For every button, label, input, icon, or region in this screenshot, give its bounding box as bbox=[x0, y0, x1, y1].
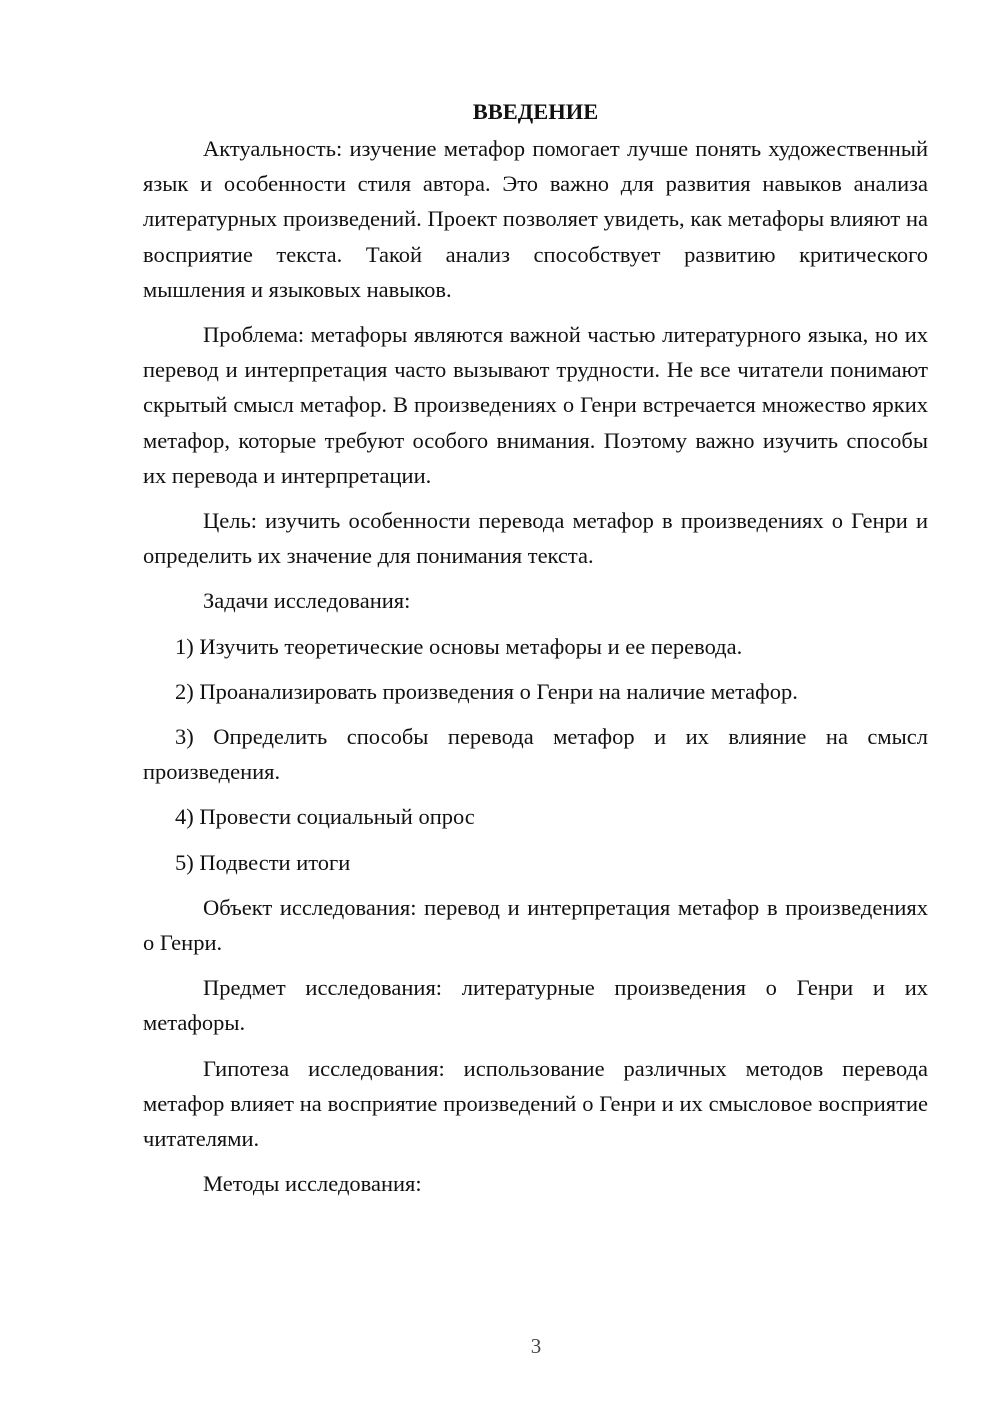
paragraph-problem: Проблема: метафоры являются важной частью литературного языка, но их перевод и интерпретация часто вызывают трудности. Не все читатели понимают скрытый смысл метафор. В произведениях о Генри встречается множество ярких метафор, которые требуют особого внимания. Поэтому важно изучить способы их перевода и интерпретации. bbox=[143, 322, 928, 488]
paragraph-goal: Цель: изучить особенности перевода метафор в произведениях о Генри и определить их значение для понимания текста. bbox=[143, 508, 928, 569]
page-number: 3 bbox=[530, 1334, 542, 1358]
paragraph-methods-title: Методы исследования: bbox=[203, 1171, 422, 1197]
paragraph-subject: Предмет исследования: литературные произведения о Генри и их метафоры. bbox=[143, 975, 928, 1036]
paragraph-relevance: Актуальность: изучение метафор помогает лучше понять художественный язык и особенности стиля автора. Это важно для развития навыков анализа литературных произведений. Проект позволяет увидеть, как метафоры влияют на восприятие текста. Такой анализ способствует развитию критического мышления и языковых навыков. bbox=[143, 136, 928, 302]
task-item-3: 3) Определить способы перевода метафор и их влияние на смысл произведения. bbox=[143, 724, 928, 785]
section-heading: ВВЕДЕНИЕ bbox=[472, 99, 599, 124]
task-item-5: 5) Подвести итоги bbox=[175, 849, 351, 875]
task-item-1: 1) Изучить теоретические основы метафоры и ее перевода. bbox=[175, 633, 743, 659]
task-item-2: 2) Проанализировать произведения о Генри на наличие метафор. bbox=[175, 678, 798, 704]
page-content bbox=[143, 94, 928, 1211]
paragraph-tasks-title: Задачи исследования: bbox=[203, 588, 411, 614]
paragraph-object: Объект исследования: перевод и интерпретация метафор в произведениях о Генри. bbox=[143, 894, 928, 956]
paragraph-hypothesis: Гипотеза исследования: использование различных методов перевода метафор влияет на восприятие произведений о Генри и их смысловое восприятие читателями. bbox=[143, 1055, 928, 1152]
task-item-4: 4) Провести социальный опрос bbox=[175, 804, 475, 830]
